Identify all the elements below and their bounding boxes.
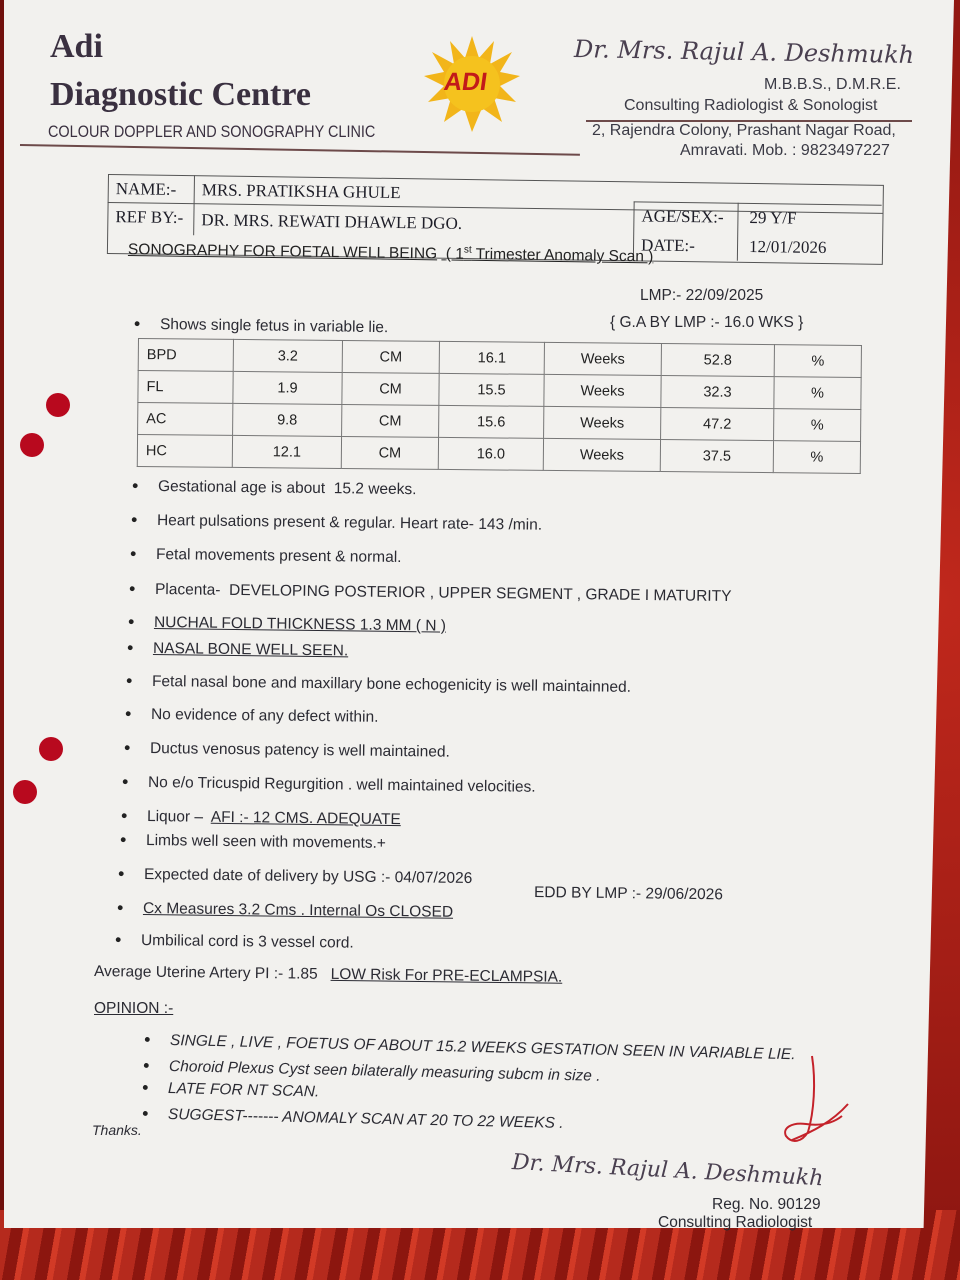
title-paren-rest: Trimester Anomaly Scan ) xyxy=(471,245,654,266)
biometry-cell-unit: CM xyxy=(342,404,439,437)
opinion-item: • LATE FOR NT SCAN. xyxy=(168,1080,320,1101)
footer-doctor-name: Dr. Mrs. Rajul A. Deshmukh xyxy=(511,1150,825,1192)
liquor-value: AFI :- 12 CMS. ADEQUATE xyxy=(210,808,401,829)
logo-text: ADI xyxy=(442,68,490,96)
biometry-cell-param: HC xyxy=(137,435,232,468)
biometry-cell-percentile: 32.3 xyxy=(661,376,774,409)
thanks: Thanks. xyxy=(92,1122,142,1138)
uterine-risk: LOW Risk For PRE-ECLAMPSIA. xyxy=(330,965,563,986)
opinion-item: • SINGLE , LIVE , FOETUS OF ABOUT 15.2 WEEKS GESTATION SEEN IN VARIABLE LIE. xyxy=(170,1032,796,1064)
name-label: NAME:- xyxy=(115,179,177,199)
registration-number: Reg. No. 90129 xyxy=(712,1196,821,1213)
title-sup: st xyxy=(463,244,472,256)
footer-title: Consulting Radiologist xyxy=(658,1214,813,1231)
biometry-cell-pct: % xyxy=(774,409,861,442)
biometry-cell-percentile: 52.8 xyxy=(661,344,774,377)
biometry-cell-unit: CM xyxy=(342,372,439,405)
doctor-name: Dr. Mrs. Rajul A. Deshmukh xyxy=(573,35,915,69)
report-date: 12/01/2026 xyxy=(748,236,827,258)
clinic-name-line2: Diagnostic Centre xyxy=(50,76,311,113)
finding-movements: • Fetal movements present & normal. xyxy=(156,546,402,567)
clinic-tagline: COLOUR DOPPLER AND SONOGRAPHY CLINIC xyxy=(48,122,376,141)
biometry-cell-value: 9.8 xyxy=(233,403,342,436)
biometry-cell-weeks: 16.0 xyxy=(438,437,543,470)
ga-by-lmp: { G.A BY LMP :- 16.0 WKS } xyxy=(610,314,804,331)
address-line2: Amravati. Mob. : 9823497227 xyxy=(680,142,890,159)
punch-hole xyxy=(39,737,63,761)
finding-tricuspid: • No e/o Tricuspid Regurgition . well maintained velocities. xyxy=(148,774,536,797)
punch-hole xyxy=(20,433,44,457)
biometry-cell-unit: CM xyxy=(341,436,438,469)
finding-cord: • Umbilical cord is 3 vessel cord. xyxy=(141,932,354,953)
finding-liquor xyxy=(147,808,401,829)
opinion-heading: OPINION :- xyxy=(94,1000,174,1017)
finding-heart: • Heart pulsations present & regular. Heart rate- 143 /min. xyxy=(157,512,542,535)
finding-nuchal: • NUCHAL FOLD THICKNESS 1.3 MM ( N ) xyxy=(154,614,446,636)
title-paren: ( 1 xyxy=(445,245,465,263)
finding-cervix: • Cx Measures 3.2 Cms . Internal Os CLOSED xyxy=(143,900,453,922)
biometry-cell-pct: % xyxy=(773,441,860,474)
doctor-qualification: M.B.B.S., D.M.R.E. xyxy=(764,76,901,93)
biometry-row xyxy=(137,435,860,474)
finding-nasal: • NASAL BONE WELL SEEN. xyxy=(153,640,348,660)
biometry-cell-unit: CM xyxy=(342,340,439,373)
referring-doctor: DR. MRS. REWATI DHAWLE DGO. xyxy=(201,210,463,233)
biometry-cell-param: BPD xyxy=(138,339,233,372)
doctor-title: Consulting Radiologist & Sonologist xyxy=(624,97,878,114)
lmp: LMP:- 22/09/2025 xyxy=(640,287,764,304)
placenta-value: DEVELOPING POSTERIOR , UPPER SEGMENT , GRADE I MATURITY xyxy=(229,581,732,606)
finding-nasal-echo: • Fetal nasal bone and maxillary bone echogenicity is well maintainned. xyxy=(152,673,631,697)
biometry-cell-weeks-label: Weeks xyxy=(544,374,661,407)
biometry-cell-weeks: 15.6 xyxy=(439,405,544,438)
biometry-cell-percentile: 37.5 xyxy=(660,440,773,473)
date-label: DATE:- xyxy=(640,235,696,256)
intro-line: • Shows single fetus in variable lie. xyxy=(160,316,389,337)
age-sex: 29 Y/F xyxy=(749,207,797,228)
biometry-cell-pct: % xyxy=(774,377,861,410)
report-title-text: SONOGRAPHY FOR FOETAL WELL BEING xyxy=(127,241,438,263)
biometry-cell-param: AC xyxy=(138,403,233,436)
ga-value: 15.2 weeks. xyxy=(333,480,417,499)
handwritten-signature xyxy=(772,1052,852,1157)
opinion-item: • SUGGEST------- ANOMALY SCAN AT 20 TO 22 WEEKS . xyxy=(168,1106,564,1133)
liquor-label: Liquor – xyxy=(146,808,204,826)
biometry-cell-value: 3.2 xyxy=(233,339,342,372)
biometry-table xyxy=(137,338,862,474)
patient-name: MRS. PRATIKSHA GHULE xyxy=(201,180,401,203)
ref-label: REF BY:- xyxy=(115,207,184,228)
biometry-cell-pct: % xyxy=(774,345,861,378)
finding-ga xyxy=(158,478,417,499)
edd-lmp: EDD BY LMP :- 29/06/2026 xyxy=(533,884,724,904)
biometry-cell-percentile: 47.2 xyxy=(661,408,774,441)
biometry-cell-param: FL xyxy=(138,371,233,404)
punch-hole xyxy=(46,393,70,417)
opinion-item: • Choroid Plexus Cyst seen bilaterally measuring subcm in size . xyxy=(169,1058,601,1086)
biometry-cell-weeks-label: Weeks xyxy=(544,406,661,439)
age-sex-label: AGE/SEX:- xyxy=(641,206,724,227)
biometry-cell-weeks-label: Weeks xyxy=(544,342,661,375)
sun-logo-icon xyxy=(424,36,520,132)
biometry-cell-weeks: 15.5 xyxy=(439,373,544,406)
ga-text: Gestational age is about xyxy=(157,478,326,498)
uterine-label: Average Uterine Artery PI :- 1.85 xyxy=(93,963,318,983)
finding-ductus: • Ductus venosus patency is well maintained. xyxy=(150,740,450,762)
placenta-label: Placenta- xyxy=(154,581,221,599)
punch-hole xyxy=(13,780,37,804)
biometry-cell-value: 1.9 xyxy=(233,371,342,404)
biometry-cell-value: 12.1 xyxy=(232,435,341,468)
finding-edd-usg: • Expected date of delivery by USG :- 04/07/2026 xyxy=(144,866,472,888)
biometry-cell-weeks-label: Weeks xyxy=(543,438,660,471)
clinic-name-line1: Adi xyxy=(50,28,103,65)
finding-limbs: • Limbs well seen with movements.+ xyxy=(146,832,386,853)
finding-defect: • No evidence of any defect within. xyxy=(151,706,379,727)
biometry-cell-weeks: 16.1 xyxy=(439,341,544,374)
address-line1: 2, Rajendra Colony, Prashant Nagar Road, xyxy=(592,122,896,139)
